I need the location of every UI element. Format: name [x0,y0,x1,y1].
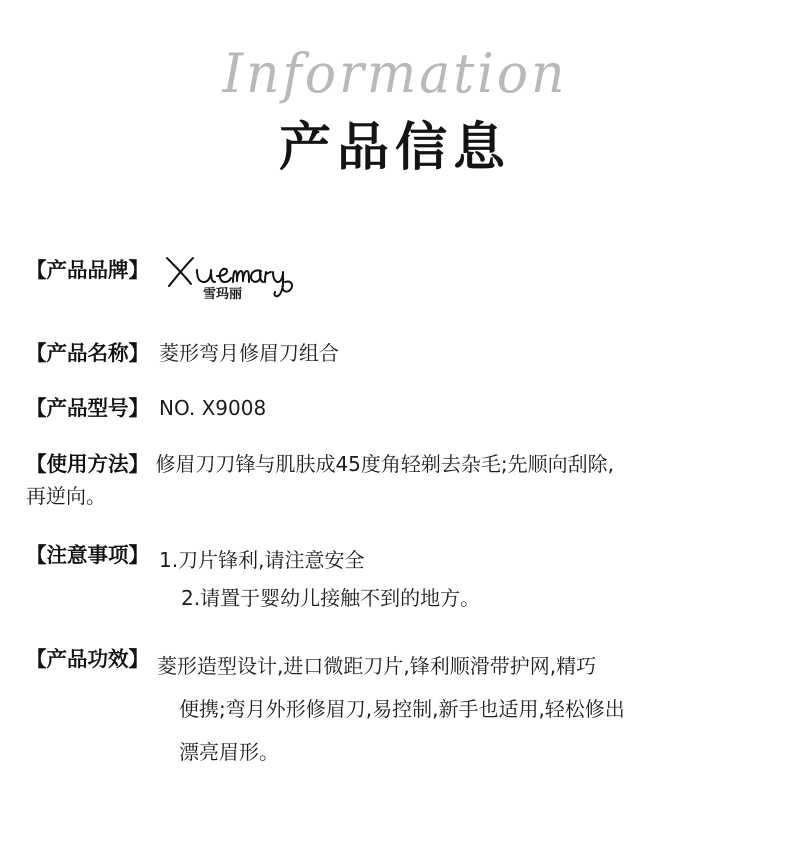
spec-row-brand [26,256,762,313]
spec-row-features [26,645,762,774]
feature-line: 便携;弯月外形修眉刀,易控制,新手也适用,轻松修出 [179,696,625,721]
spec-label-name: 【产品名称】 [26,340,149,365]
note-item: 2.请置于婴幼儿接触不到的地方。 [181,585,481,610]
script-title: Information [222,42,568,106]
spec-row-usage [26,450,762,511]
spec-value-model: NO. X9008 [159,396,267,421]
spec-label-features: 【产品功效】 [26,646,149,671]
note-item: 1.刀片锋利,请注意安全 [159,547,365,572]
page-title: 产品信息 [278,118,511,179]
spec-value-usage-line1: 修眉刀刀锋与肌肤成45度角轻剃去杂毛;先顺向刮除, [155,452,614,477]
spec-label-model: 【产品型号】 [26,396,149,421]
xuemary-brand-logo [149,252,295,309]
spec-row-notes [26,541,762,617]
spec-label-brand: 【产品品牌】 [26,257,149,282]
notes-list [149,541,480,617]
svg-text:雪玛丽: 雪玛丽 [203,286,243,302]
spec-row-name [26,339,762,369]
feature-line: 菱形造型设计,进口微距刀片,锋利顺滑带护网,精巧 [157,653,597,678]
spec-value-usage-line2: 再逆向。 [26,483,106,508]
features-list [149,645,625,774]
spec-label-usage: 【使用方法】 [26,452,149,477]
spec-list [0,256,790,774]
spec-value-name: 菱形弯月修眉刀组合 [159,340,339,365]
page-header [0,0,790,180]
spec-row-model [26,394,762,424]
spec-label-notes: 【注意事项】 [26,542,149,567]
feature-line: 漂亮眉形。 [179,739,279,764]
